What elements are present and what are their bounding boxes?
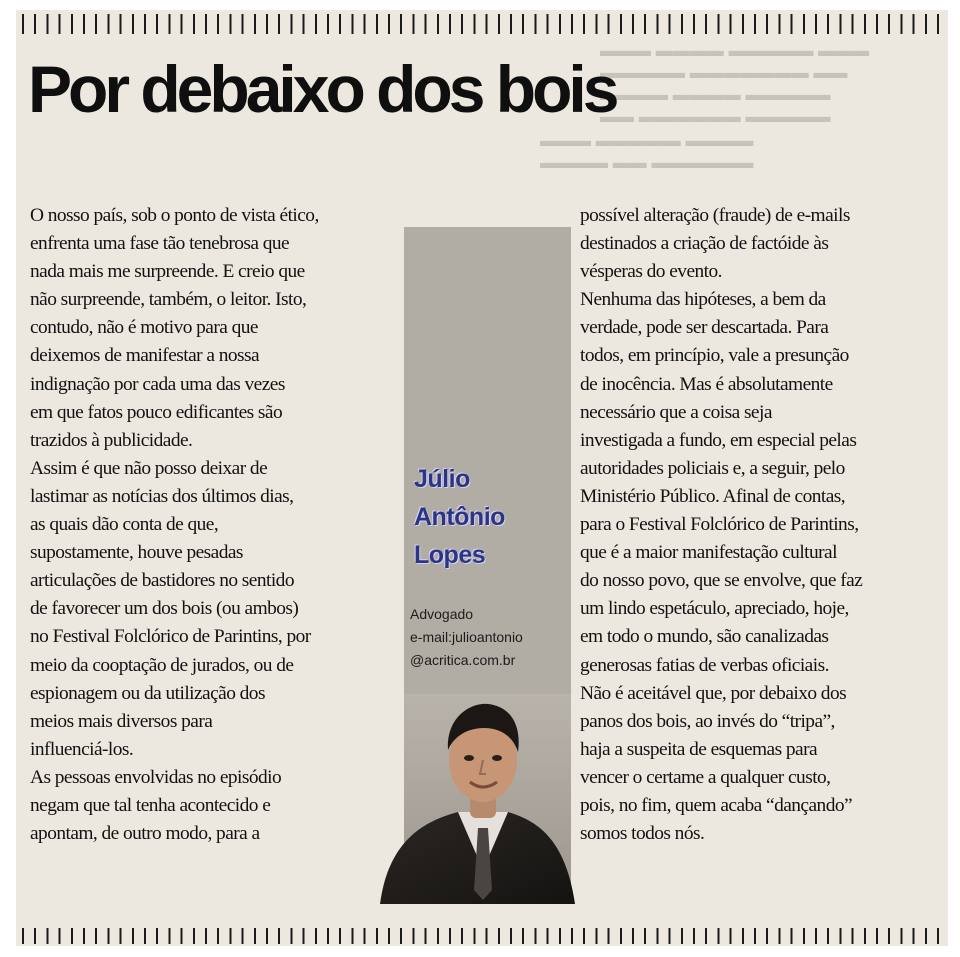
text-line: generosas fatias de verbas oficiais. [580,654,829,676]
right-column [580,202,940,848]
text-line: meios mais diversos para [30,710,213,732]
text-line: Assim é que não posso deixar de [30,457,268,479]
text-line: Não é aceitável que, por debaixo dos [580,682,847,704]
author-email: e-mail:julioantonio [410,629,523,645]
text-line: para o Festival Folclórico de Parintins, [580,514,859,536]
author-photo [380,694,575,904]
top-ruler-marks [22,14,940,34]
text-line: meio da cooptação de jurados, ou de [30,654,294,676]
text-line: panos dos bois, ao invés do “tripa”, [580,710,835,732]
author-email-domain: @acritica.com.br [410,652,516,668]
paragraph [580,286,940,679]
headline: Por debaixo dos bois [28,52,616,126]
text-line: investigada a fundo, em especial pelas [580,429,857,451]
text-line: lastimar as notícias dos últimos dias, [30,485,294,507]
text-line: O nosso país, sob o ponto de vista ético, [30,205,319,226]
left-column [30,202,390,848]
text-line: espionagem ou da utilização dos [30,682,265,704]
text-line: as quais dão conta de que, [30,514,219,536]
text-line: influenciá-los. [30,738,134,760]
text-line: indignação por cada uma das vezes [30,373,285,395]
text-line: Ministério Público. Afinal de contas, [580,485,846,507]
text-line: vésperas do evento. [580,261,722,283]
text-line: As pessoas envolvidas no episódio [30,766,282,788]
text-line: necessário que a coisa seja [580,401,772,423]
text-line: trazidos à publicidade. [30,429,193,451]
paragraph [30,764,390,848]
paragraph [580,680,940,849]
text-line: contudo, não é motivo para que [30,317,258,339]
text-line: destinados a criação de factóide às [580,233,829,255]
text-line: do nosso povo, que se envolve, que faz [580,570,863,592]
text-line: articulações de bastidores no sentido [30,570,294,592]
author-name [414,460,505,574]
text-line: verdade, pode ser descartada. Para [580,317,829,339]
paragraph [30,202,390,455]
text-line: somos todos nós. [580,823,705,845]
text-line: vencer o certame a qualquer custo, [580,766,831,788]
paragraph [30,455,390,764]
bleed-through-text: ▬▬▬ ▬▬▬▬▬ ▬▬▬▬ ▬▬▬▬ ▬▬ ▬▬▬▬▬▬ [540,131,754,172]
text-line: autoridades policiais e, a seguir, pelo [580,457,845,479]
author-info [410,603,523,672]
text-line: enfrenta uma fase tão tenebrosa que [30,233,290,255]
text-line: um lindo espetáculo, apreciado, hoje, [580,598,849,620]
paragraph [580,202,940,286]
text-line: no Festival Folclórico de Parintins, por [30,626,311,648]
text-line: supostamente, houve pesadas [30,542,243,564]
author-name-line: Júlio [414,465,470,493]
author-name-line: Antônio [414,503,505,531]
bleed-through-text: ▬▬▬ ▬▬▬▬ ▬▬▬▬▬ ▬▬▬ ▬▬▬▬▬ ▬▬▬▬▬▬▬ ▬▬ ▬▬▬▬ ▬▬▬▬ ▬▬▬▬▬ ▬▬ ▬▬▬▬▬▬ ▬▬▬▬▬ [600,41,870,126]
text-line: não surpreende, também, o leitor. Isto, [30,289,307,311]
text-line: todos, em princípio, vale a presunção [580,345,849,367]
text-line: em todo o mundo, são canalizadas [580,626,829,648]
text-line: haja a suspeita de esquemas para [580,738,818,760]
text-line: Nenhuma das hipóteses, a bem da [580,289,826,311]
author-role: Advogado [410,606,474,622]
text-line: apontam, de outro modo, para a [30,823,260,845]
text-line: nada mais me surpreende. E creio que [30,261,305,283]
text-line: possível alteração (fraude) de e-mails [580,205,850,226]
text-line: que é a maior manifestação cultural [580,542,837,564]
text-line: negam que tal tenha acontecido e [30,794,271,816]
text-line: de favorecer um dos bois (ou ambos) [30,598,299,620]
text-line: deixemos de manifestar a nossa [30,345,260,367]
text-line: de inocência. Mas é absolutamente [580,373,833,395]
text-line: em que fatos pouco edificantes são [30,401,283,423]
text-line: pois, no fim, quem acaba “dançando” [580,794,853,816]
author-name-line: Lopes [414,541,486,569]
bottom-ruler-marks [22,928,940,944]
